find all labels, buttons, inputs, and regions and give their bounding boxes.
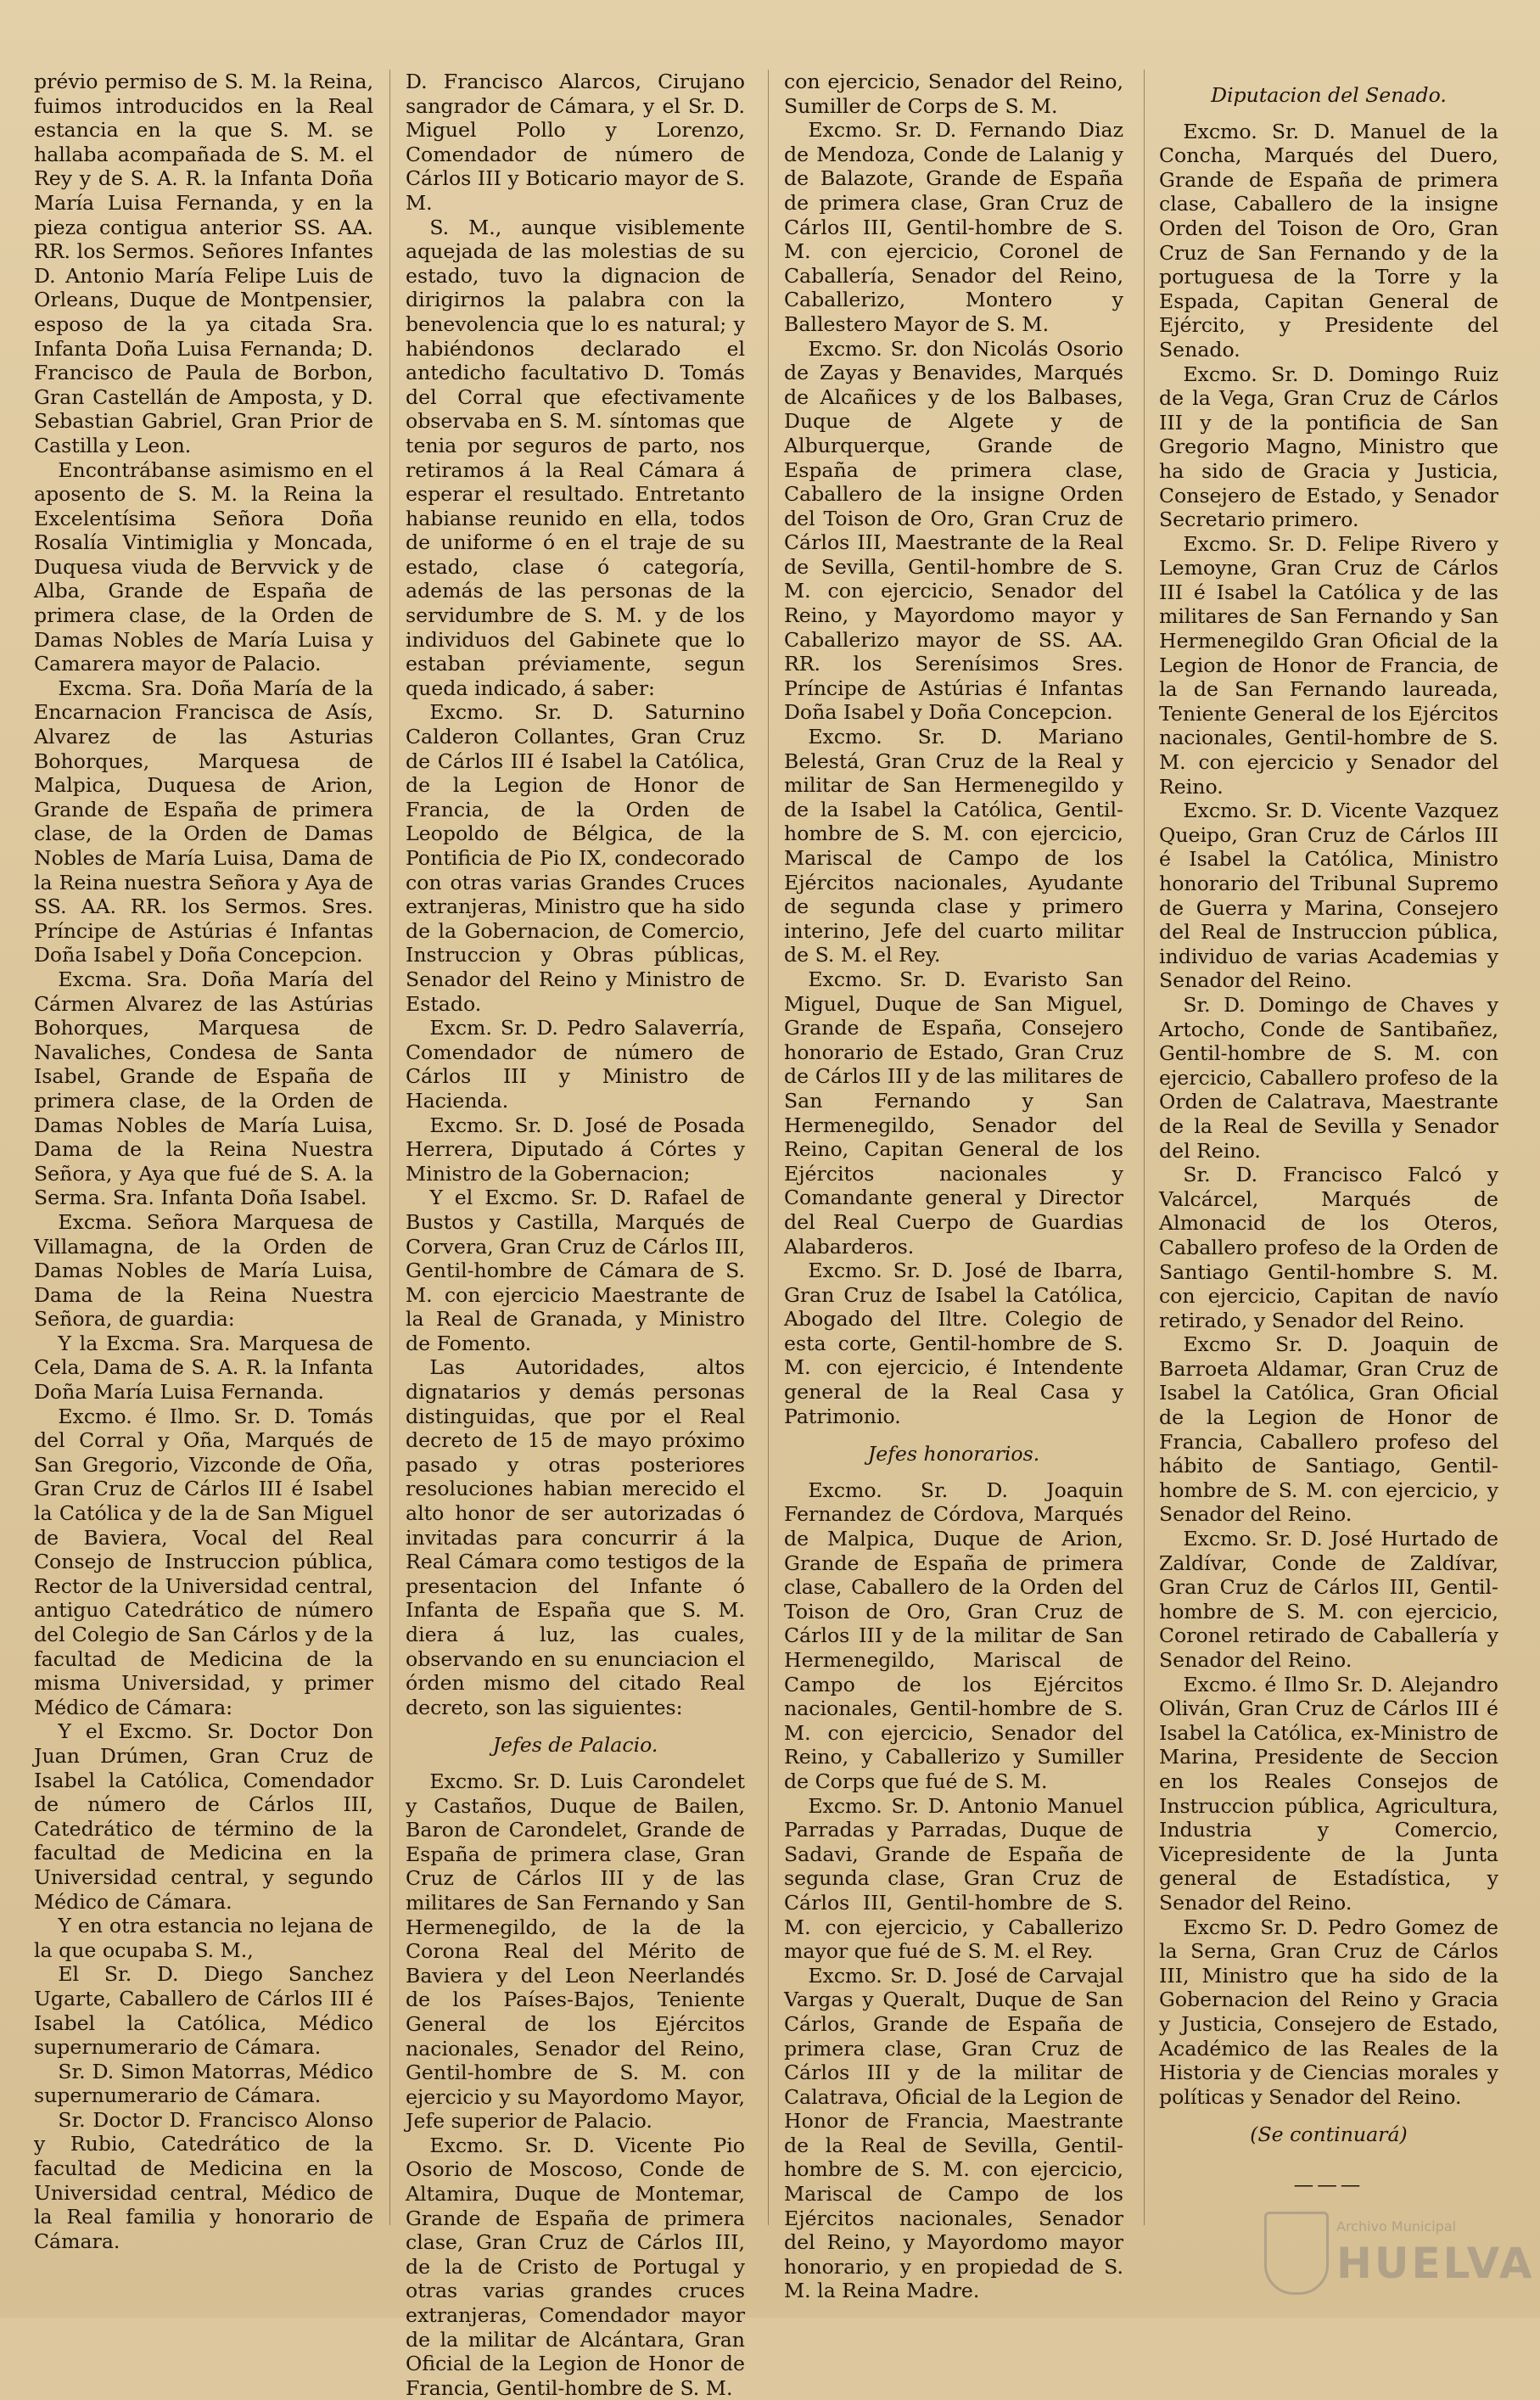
article-paragraph: Excmo. é Ilmo. Sr. D. Tomás del Corral y Oña, Marqués de San Gregorio, Vizconde de Oña, Gran Cruz de Cárlos III é Isabel la Católica y de la de San Miguel de Baviera, Vocal del Real Consejo de Instruccion pública, Rector de la Universidad central, antiguo Catedrático de número del Colegio de San Cárlos y de la facultad de Medicina de la misma Universidad, y primer Médico de Cámara:: [34, 1404, 373, 1719]
article-paragraph: Sr. Doctor D. Francisco Alonso y Rubio, Catedrático de la facultad de Medicina en la Universidad central, Médico de la Real familia y honorario de Cámara.: [34, 2107, 373, 2253]
coat-of-arms-icon: [1264, 2212, 1329, 2295]
article-paragraph: Excmo Sr. D. Joaquin de Barroeta Aldamar, Gran Cruz de Isabel la Católica, Gran Oficial de la Legion de Honor de Francia, Caballero profeso del hábito de Santiago, Gentil-hombre de S. M. con ejercicio, y Senador del Reino.: [1159, 1332, 1498, 1527]
article-paragraph: Encontrábanse asimismo en el aposento de S. M. la Reina la Excelentísima Señora Doña Rosalía Vintimiglia y Moncada, Duquesa viuda de Bervvick y de Alba, Grande de España de primera clase, de la Orden de Damas Nobles de María Luisa y Camarera mayor de Palacio.: [34, 457, 373, 676]
article-paragraph: Excmo. Sr. D. José de Ibarra, Gran Cruz de Isabel la Católica, Abogado del Iltre. Colegio de esta corte, Gentil-hombre de S. M. con ejercicio, é Intendente general de la Real Casa y Patrimonio.: [784, 1259, 1123, 1428]
article-paragraph: S. M., aunque visiblemente aquejada de las molestias de su estado, tuvo la dignacion de dirigirnos la palabra con la benevolencia que lo es natural; y habiéndonos declarado el antedicho facultativo D. Tomás del Corral que efectivamente observaba en S. M. síntomas que tenia por seguros de parto, nos retiramos á la Real Cámara á esperar el resultado. Entretanto habianse reunido en ella, todos de uniforme ó en el traje de su estado, clase ó categoría, además de las personas de la servidumbre de S. M. y de los individuos del Gabinete que lo estaban préviamente, segun queda indicado, á saber:: [406, 215, 745, 700]
article-paragraph: Excma. Sra. Doña María del Cármen Alvarez de las Astúrias Bohorques, Marquesa de Navaliches, Condesa de Santa Isabel, Grande de España de primera clase, de la Orden de Damas Nobles de María Luisa, Dama de la Reina Nuestra Señora, y Aya que fué de S. A. la Serma. Sra. Infanta Doña Isabel.: [34, 967, 373, 1210]
end-mark: ———: [1293, 2172, 1364, 2196]
section-heading: (Se continuará): [1250, 2122, 1408, 2147]
article-paragraph: Y el Excmo. Sr. Doctor Don Juan Drúmen, Gran Cruz de Isabel la Católica, Comendador de número de Cárlos III, Catedrático de término de la facultad de Medicina en la Universidad central, y segundo Médico de Cámara.: [34, 1719, 373, 1914]
article-paragraph: Excmo. Sr. D. José de Posada Herrera, Diputado á Córtes y Ministro de la Gobernacion;: [406, 1113, 745, 1186]
article-paragraph: Excmo. Sr. don Nicolás Osorio de Zayas y Benavides, Marqués de Alcañices y de los Balbases, Duque de Algete y de Alburquerque, Grande de España de primera clase, Caballero de la insigne Orden del Toison de Oro, Gran Cruz de Cárlos III, Maestrante de la Real de Sevilla, Gentil-hombre de S. M. con ejercicio, Senador del Reino, y Mayordomo mayor y Caballerizo mayor de SS. AA. RR. los Serenísimos Sres. Príncipe de Astúrias é Infantas Doña Isabel y Doña Concepcion.: [784, 336, 1123, 725]
article-paragraph: con ejercicio, Senador del Reino, Sumiller de Corps de S. M.: [784, 70, 1123, 118]
article-paragraph: Excmo. Sr. D. Felipe Rivero y Lemoyne, Gran Cruz de Cárlos III é Isabel la Católica y de las militares de San Fernando y San Hermenegildo Gran Oficial de la Legion de Honor de Francia, de la de San Fernando laureada, Teniente General de los Ejércitos nacionales, Gentil-hombre de S. M. con ejercicio y Senador del Reino.: [1159, 531, 1498, 799]
article-paragraph: Excma. Sra. Doña María de la Encarnacion Francisca de Asís, Alvarez de las Asturias Bohorques, Marquesa de Malpica, Duquesa de Arion, Grande de España de primera clase, de la Orden de Damas Nobles de María Luisa, Dama de la Reina nuestra Señora y Aya de SS. AA. RR. los Sermos. Sres. Príncipe de Astúrias é Infantas Doña Isabel y Doña Concepcion.: [34, 676, 373, 967]
section-heading: Jefes honorarios.: [867, 1442, 1040, 1466]
column-2: [406, 70, 745, 2400]
article-paragraph: Las Autoridades, altos dignatarios y demás personas distinguidas, que por el Real decreto de 15 de mayo próximo pasado y otras posteriores resoluciones habian merecido el alto honor de ser autorizadas ó invitadas para concurrir á la Real Cámara como testigos de la presentacion del Infante ó Infanta de España que S. M. diera á luz, las cuales, observando en su enunciacion el órden mismo del citado Real decreto, son las siguientes:: [406, 1355, 745, 1719]
column-4: [1159, 70, 1498, 2196]
article-paragraph: Excmo. Sr. D. José de Carvajal Vargas y Queralt, Duque de San Cárlos, Grande de España de primera clase, Gran Cruz de Cárlos III y de la militar de Calatrava, Oficial de la Legion de Honor de Francia, Maestrante de la Real de Sevilla, Gentil-hombre de S. M. con ejercicio, Mariscal de Campo de los Ejércitos nacionales, Senador del Reino, y Mayordomo mayor honorario, y en propiedad de S. M. la Reina Madre.: [784, 1963, 1123, 2303]
column-rule: [389, 70, 390, 2225]
article-paragraph: Excmo. Sr. D. Fernando Diaz de Mendoza, Conde de Lalanig y de Balazote, Grande de España de primera clase, Gran Cruz de Cárlos III, Gentil-hombre de S. M. con ejercicio, Coronel de Caballería, Senador del Reino, Caballerizo, Montero y Ballestero Mayor de S. M.: [784, 118, 1123, 336]
article-paragraph: Y la Excma. Sra. Marquesa de Cela, Dama de S. A. R. la Infanta Doña María Luisa Fernanda.: [34, 1331, 373, 1405]
article-paragraph: Excmo. Sr. D. Manuel de la Concha, Marqués del Duero, Grande de España de primera clase, Caballero de la insigne Orden del Toison de Oro, Gran Cruz de San Fernando y de la portuguesa de la Torre y la Espada, Capitan General de Ejército, y Presidente del Senado.: [1159, 119, 1498, 362]
article-paragraph: Excmo. Sr. D. Saturnino Calderon Collantes, Gran Cruz de Cárlos III é Isabel la Católica, de la Legion de Honor de Francia, de la Orden de Leopoldo de Bélgica, de la Pontificia de Pio IX, condecorado con otras varias Grandes Cruces extranjeras, Ministro que ha sido de la Gobernacion, de Comercio, Instruccion y Obras públicas, Senador del Reino y Ministro de Estado.: [406, 700, 745, 1016]
article-paragraph: Excmo. Sr. D. Antonio Manuel Parradas y Parradas, Duque de Sadavi, Grande de España de segunda clase, Gran Cruz de Cárlos III, Gentil-hombre de S. M. con ejercicio, y Caballerizo mayor que fué de S. M. el Rey.: [784, 1793, 1123, 1964]
section-heading: Jefes de Palacio.: [492, 1733, 658, 1758]
article-paragraph: Y en otra estancia no lejana de la que ocupaba S. M.,: [34, 1914, 373, 1962]
article-paragraph: Excmo. Sr. D. Vicente Vazquez Queipo, Gran Cruz de Cárlos III é Isabel la Católica, Ministro honorario del Tribunal Supremo de Guerra y Marina, Consejero del Real de Instruccion pública, individuo de varias Academias y Senador del Reino.: [1159, 799, 1498, 993]
article-paragraph: D. Francisco Alarcos, Cirujano sangrador de Cámara, y el Sr. D. Miguel Pollo y Lorenzo, Comendador de número de Cárlos III y Boticario mayor de S. M.: [406, 70, 745, 215]
article-paragraph: Excmo. Sr. D. Evaristo San Miguel, Duque de San Miguel, Grande de España, Consejero honorario de Estado, Gran Cruz de Cárlos III y de las militares de San Fernando y San Hermenegildo, Senador del Reino, Capitan General de los Ejércitos nacionales y Comandante general y Director del Real Cuerpo de Guardias Alabarderos.: [784, 967, 1123, 1259]
article-paragraph: Excmo. Sr. D. Luis Carondelet y Castaños, Duque de Bailen, Baron de Carondelet, Grande de España de primera clase, Gran Cruz de Cárlos III y de las militares de San Fernando y San Hermenegildo, de la de la Corona Real del Mérito de Baviera y del Leon Neerlandés de los Países-Bajos, Teniente General de los Ejércitos nacionales, Senador del Reino, Gentil-hombre de S. M. con ejercicio y su Mayordomo Mayor, Jefe superior de Palacio.: [406, 1769, 745, 2134]
article-paragraph: Sr. D. Simon Matorras, Médico supernumerario de Cámara.: [34, 2059, 373, 2108]
article-paragraph: Excm. Sr. D. Pedro Salaverría, Comendador de número de Cárlos III y Ministro de Hacienda.: [406, 1016, 745, 1113]
watermark-subtitle: Archivo Municipal: [1336, 2218, 1457, 2235]
article-paragraph: Y el Excmo. Sr. D. Rafael de Bustos y Castilla, Marqués de Corvera, Gran Cruz de Cárlos III, Gentil-hombre de Cámara de S. M. con ejercicio Maestrante de la Real de Granada, y Ministro de Fomento.: [406, 1186, 745, 1355]
archive-watermark: [1256, 2207, 1535, 2296]
column-rule: [768, 70, 769, 2225]
article-paragraph: Excma. Señora Marquesa de Villamagna, de la Orden de Damas Nobles de María Luisa, Dama de la Reina Nuestra Señora, de guardia:: [34, 1209, 373, 1332]
column-rule: [1144, 70, 1145, 2225]
section-heading: Diputacion del Senado.: [1211, 83, 1447, 107]
article-paragraph: Excmo. Sr. D. Vicente Pio Osorio de Moscoso, Conde de Altamira, Duque de Montemar, Grande de España de primera clase, Gran Cruz de Cárlos III, de la de Cristo de Portugal y otras varias grandes cruces extranjeras, Comendador mayor de la militar de Alcántara, Gran Oficial de la Legion de Honor de Francia, Gentil-hombre de S. M.: [406, 2133, 745, 2400]
column-3: [784, 70, 1123, 2303]
article-paragraph: Excmo. Sr. D. José Hurtado de Zaldívar, Conde de Zaldívar, Gran Cruz de Cárlos III, Gentil-hombre de S. M. con ejercicio, Coronel retirado de Caballería y Senador del Reino.: [1159, 1527, 1498, 1672]
article-paragraph: El Sr. D. Diego Sanchez Ugarte, Caballero de Cárlos III é Isabel la Católica, Médico supernumerario de Cámara.: [34, 1962, 373, 2060]
article-paragraph: Excmo. Sr. D. Mariano Belestá, Gran Cruz de la Real y militar de San Hermenegildo y de la Isabel la Católica, Gentil-hombre de S. M. con ejercicio, Mariscal de Campo de los Ejércitos nacionales, Ayudante de segunda clase y primero interino, Jefe del cuarto militar de S. M. el Rey.: [784, 725, 1123, 967]
article-paragraph: Sr. D. Francisco Falcó y Valcárcel, Marqués de Almonacid de los Oteros, Caballero profeso de la Orden de Santiago Gentil-hombre S. M. con ejercicio, Capitan de navío retirado, y Senador del Reino.: [1159, 1163, 1498, 1332]
article-paragraph: Sr. D. Domingo de Chaves y Artocho, Conde de Santibañez, Gentil-hombre de S. M. con ejercicio, Caballero profeso de la Orden de Calatrava, Maestrante de la Real de Sevilla y Senador del Reino.: [1159, 992, 1498, 1163]
watermark-text: HUELVA: [1336, 2239, 1535, 2288]
article-paragraph: Excmo Sr. D. Pedro Gomez de la Serna, Gran Cruz de Cárlos III, Ministro que ha sido de la Gobernacion del Reino y Gracia y Justicia, Consejero de Estado, Académico de las Reales de la Historia y de Ciencias morales y políticas y Senador del Reino.: [1159, 1915, 1498, 2109]
column-1: [34, 70, 373, 2253]
article-paragraph: Excmo. Sr. D. Joaquin Fernandez de Córdova, Marqués de Malpica, Duque de Arion, Grande de España de primera clase, Caballero de la Orden del Toison de Oro, Gran Cruz de Cárlos III y de la militar de San Hermenegildo, Mariscal de Campo de los Ejércitos nacionales, Gentil-hombre de S. M. con ejercicio, Senador del Reino, y Caballerizo y Sumiller de Corps que fué de S. M.: [784, 1478, 1123, 1793]
article-paragraph: Excmo. é Ilmo Sr. D. Alejandro Oliván, Gran Cruz de Cárlos III é Isabel la Católica, ex-Ministro de Marina, Presidente de Seccion en los Reales Consejos de Instruccion pública, Agricultura, Industria y Comercio, Vicepresidente de la Junta general de Estadística, y Senador del Reino.: [1159, 1672, 1498, 1915]
article-paragraph: Excmo. Sr. D. Domingo Ruiz de la Vega, Gran Cruz de Cárlos III y de la pontificia de San Gregorio Magno, Ministro que ha sido de Gracia y Justicia, Consejero de Estado, y Senador Secretario primero.: [1159, 362, 1498, 532]
article-paragraph: prévio permiso de S. M. la Reina, fuimos introducidos en la Real estancia en la que S. M. se hallaba acompañada de S. M. el Rey y de S. A. R. la Infanta Doña María Luisa Fernanda, y en la pieza contigua anterior SS. AA. RR. los Sermos. Señores Infantes D. Antonio María Felipe Luis de Orleans, Duque de Montpensier, esposo de la ya citada Sra. Infanta Doña Luisa Fernanda; D. Francisco de Paula de Borbon, Gran Castellán de Amposta, y D. Sebastian Gabriel, Gran Prior de Castilla y Leon.: [34, 70, 373, 457]
